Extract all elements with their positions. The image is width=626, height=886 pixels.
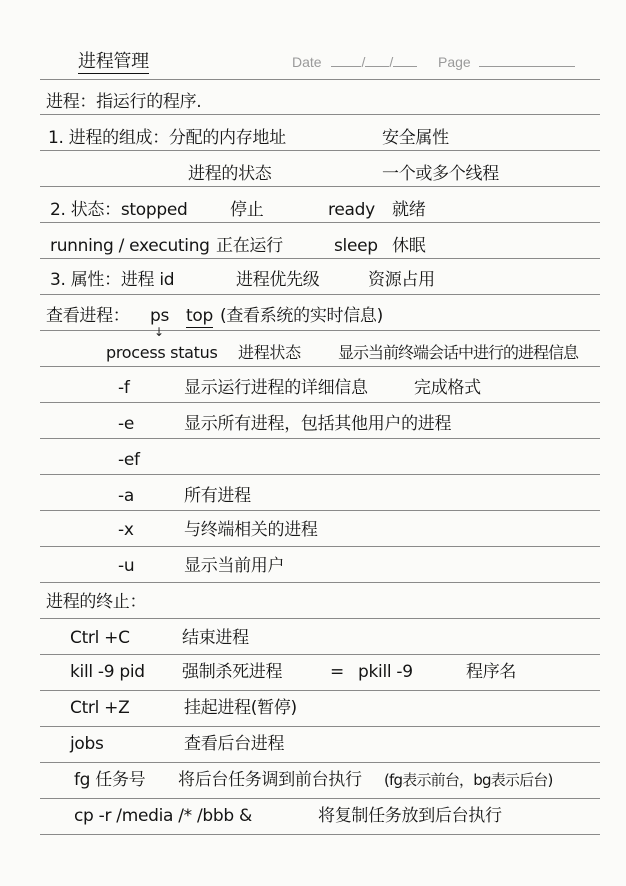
note-line: 显示当前终端会话中进行的进程信息	[338, 343, 579, 362]
note-line: (查看系统的实时信息)	[220, 306, 383, 326]
note-line: ready	[328, 200, 375, 220]
ruled-line	[40, 402, 600, 403]
ruled-line	[40, 690, 600, 691]
note-line: 查看后台进程	[184, 734, 285, 754]
note-line: 停止	[230, 200, 264, 220]
note-line: 一个或多个线程	[382, 164, 499, 184]
date-label: Date	[292, 54, 322, 70]
ruled-line	[40, 186, 600, 187]
note-line: sleep	[334, 236, 378, 256]
ruled-line	[40, 294, 600, 295]
note-line: -u	[118, 556, 135, 576]
ruled-line	[40, 654, 600, 655]
ruled-line	[40, 150, 600, 151]
note-line: kill -9 pid	[70, 662, 145, 682]
note-line: running / executing	[50, 236, 210, 256]
page-number-field	[438, 54, 575, 70]
note-line: 3. 属性：进程 id	[50, 270, 175, 290]
ruled-line	[40, 258, 600, 259]
note-line: -a	[118, 486, 134, 506]
note-line: 1. 进程的组成：分配的内存地址	[48, 128, 286, 148]
ruled-line	[40, 762, 600, 763]
note-line: 完成格式	[414, 378, 481, 398]
note-line: 结束进程	[182, 628, 249, 648]
note-line: 就绪	[392, 200, 426, 220]
ruled-line	[40, 366, 600, 367]
page-title: 进程管理	[78, 51, 149, 72]
note-line: 安全属性	[382, 128, 449, 148]
note-line: (fg表示前台，bg表示后台)	[384, 771, 553, 789]
note-line: 所有进程	[184, 486, 251, 506]
note-line: 与终端相关的进程	[184, 520, 318, 540]
ruled-line	[40, 510, 600, 511]
date-field	[292, 54, 417, 70]
note-line: 进程优先级	[236, 270, 320, 290]
note-line: 将复制任务放到后台执行	[318, 806, 502, 826]
note-line: cp -r /media /* /bbb &	[74, 806, 252, 826]
note-line: jobs	[70, 734, 104, 754]
note-line: 正在运行	[216, 236, 283, 256]
ruled-line	[40, 222, 600, 223]
note-line: 休眠	[392, 236, 426, 256]
note-line: 强制杀死进程	[182, 662, 283, 682]
note-line: 挂起进程(暂停)	[184, 698, 297, 718]
note-line: Ctrl +Z	[70, 698, 130, 718]
ruled-line	[40, 474, 600, 475]
note-line: -e	[118, 414, 134, 434]
note-line: Ctrl +C	[70, 628, 130, 648]
note-line: 进程的状态	[188, 164, 272, 184]
note-line: 资源占用	[368, 270, 435, 290]
ruled-line	[40, 834, 600, 835]
note-line: -f	[118, 378, 130, 398]
note-line: 显示运行进程的详细信息	[184, 378, 368, 398]
note-line: -ef	[118, 450, 140, 470]
note-line: =	[330, 662, 344, 682]
ruled-line	[40, 582, 600, 583]
note-line: process status	[106, 343, 218, 362]
note-line: pkill -9	[358, 662, 413, 682]
note-line: 进程：指运行的程序.	[46, 92, 202, 112]
ruled-line	[40, 330, 600, 331]
ruled-line	[40, 798, 600, 799]
ruled-line	[40, 79, 600, 80]
note-line: 显示所有进程，包括其他用户的进程	[184, 414, 452, 434]
ruled-line	[40, 618, 600, 619]
note-line: 将后台任务调到前台执行	[178, 770, 362, 790]
note-line: 2. 状态：stopped	[50, 200, 188, 220]
ruled-line	[40, 726, 600, 727]
note-line: top	[186, 306, 213, 326]
ruled-line	[40, 438, 600, 439]
note-line: ps	[150, 306, 170, 326]
date-separator: /	[389, 54, 394, 70]
note-line: fg 任务号	[74, 770, 146, 790]
note-line: 查看进程：	[46, 306, 130, 326]
note-line: 程序名	[466, 662, 517, 682]
page-label: Page	[438, 54, 471, 70]
ruled-line	[40, 114, 600, 115]
note-line: 进程的终止：	[46, 592, 147, 612]
date-separator: /	[361, 54, 366, 70]
note-line: -x	[118, 520, 134, 540]
note-line: 显示当前用户	[184, 556, 285, 576]
ruled-line	[40, 546, 600, 547]
note-line: 进程状态	[238, 343, 301, 362]
arrow-icon: ↓	[154, 325, 165, 339]
